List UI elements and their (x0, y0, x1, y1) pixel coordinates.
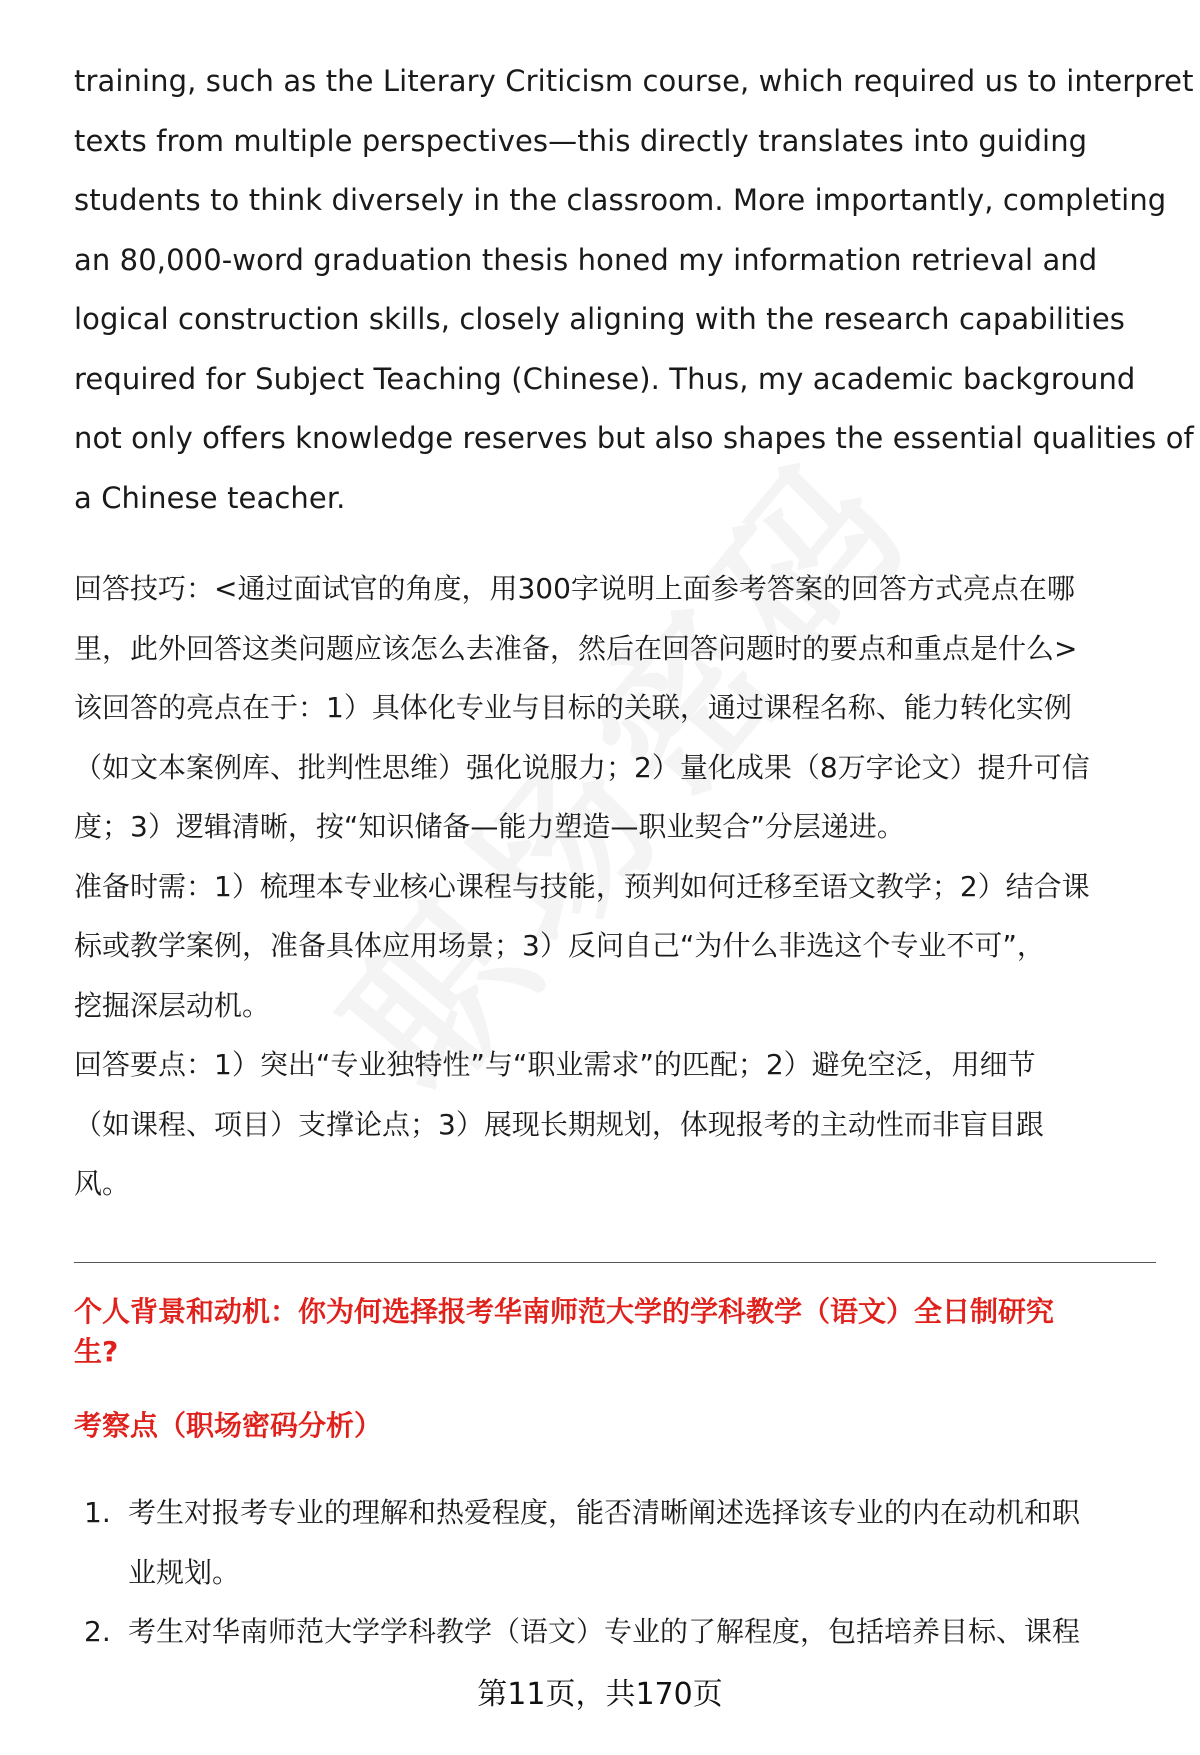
text-line: not only offers knowledge reserves but also shapes the essential qualities of (74, 421, 1194, 455)
page-footer: 第11页，共170页 (477, 1677, 723, 1712)
list-item (74, 1483, 1164, 1602)
text-line: 业规划。 (128, 1555, 241, 1589)
question-title (74, 1292, 1164, 1372)
text-line: 考生对华南师范大学学科教学（语文）专业的了解程度，包括培养目标、课程 (128, 1615, 1081, 1648)
text-line: 回答技巧：<通过面试官的角度，用300字说明上面参考答案的回答方式亮点在哪 (74, 572, 1075, 605)
text-line: （如课程、项目）支撑论点；3）展现长期规划，体现报考的主动性而非盲目跟 (74, 1107, 1044, 1141)
text-line: 标或教学案例，准备具体应用场景；3）反问自己“为什么非选这个专业不可”， (74, 929, 1045, 962)
text-line: 考生对报考专业的理解和热爱程度，能否清晰阐述选择该专业的内在动机和职 (128, 1496, 1081, 1529)
text-line: 准备时需：1）梳理本专业核心课程与技能，预判如何迁移至语文教学；2）结合课 (74, 869, 1090, 903)
text-line: training, such as the Literary Criticism course, which required us to interpret (74, 64, 1194, 98)
answer-paragraph (74, 52, 1194, 528)
text-line: 度；3）逻辑清晰，按“知识储备—能力塑造—职业契合”分层递进。 (74, 810, 905, 843)
text-line: 风。 (74, 1167, 131, 1200)
text-line: students to think diversely in the classroom. More importantly, completing (74, 183, 1167, 217)
text-line: texts from multiple perspectives—this directly translates into guiding (74, 123, 1088, 158)
text-line: 个人背景和动机：你为何选择报考华南师范大学的学科教学（语文）全日制研究 (74, 1295, 1055, 1328)
list-number: 1. (84, 1496, 111, 1529)
text-line: 里，此外回答这类问题应该怎么去准备，然后在回答问题时的要点和重点是什么> (74, 631, 1078, 665)
text-line: 挖掘深层动机。 (74, 988, 271, 1022)
answer-tips (74, 559, 1164, 1214)
section-divider (74, 1262, 1156, 1263)
text-line: logical construction skills, closely aligning with the research capabilities (74, 302, 1125, 336)
assessment-points-list (74, 1483, 1164, 1662)
text-line: （如文本案例库、批判性思维）强化说服力；2）量化成果（8万字论文）提升可信 (74, 750, 1090, 784)
list-item (74, 1602, 1164, 1662)
text-line: an 80,000-word graduation thesis honed my information retrieval and (74, 242, 1098, 277)
text-line: 回答要点：1）突出“专业独特性”与“职业需求”的匹配；2）避免空泛，用细节 (74, 1048, 1036, 1081)
list-number: 2. (84, 1615, 111, 1648)
text-line: 该回答的亮点在于：1）具体化专业与目标的关联，通过课程名称、能力转化实例 (74, 691, 1072, 724)
section-heading: 考察点（职场密码分析） (74, 1409, 383, 1442)
text-line: a Chinese teacher. (74, 480, 346, 515)
text-line: 生? (74, 1335, 119, 1368)
text-line: required for Subject Teaching (Chinese). Thus, my academic background (74, 361, 1136, 396)
